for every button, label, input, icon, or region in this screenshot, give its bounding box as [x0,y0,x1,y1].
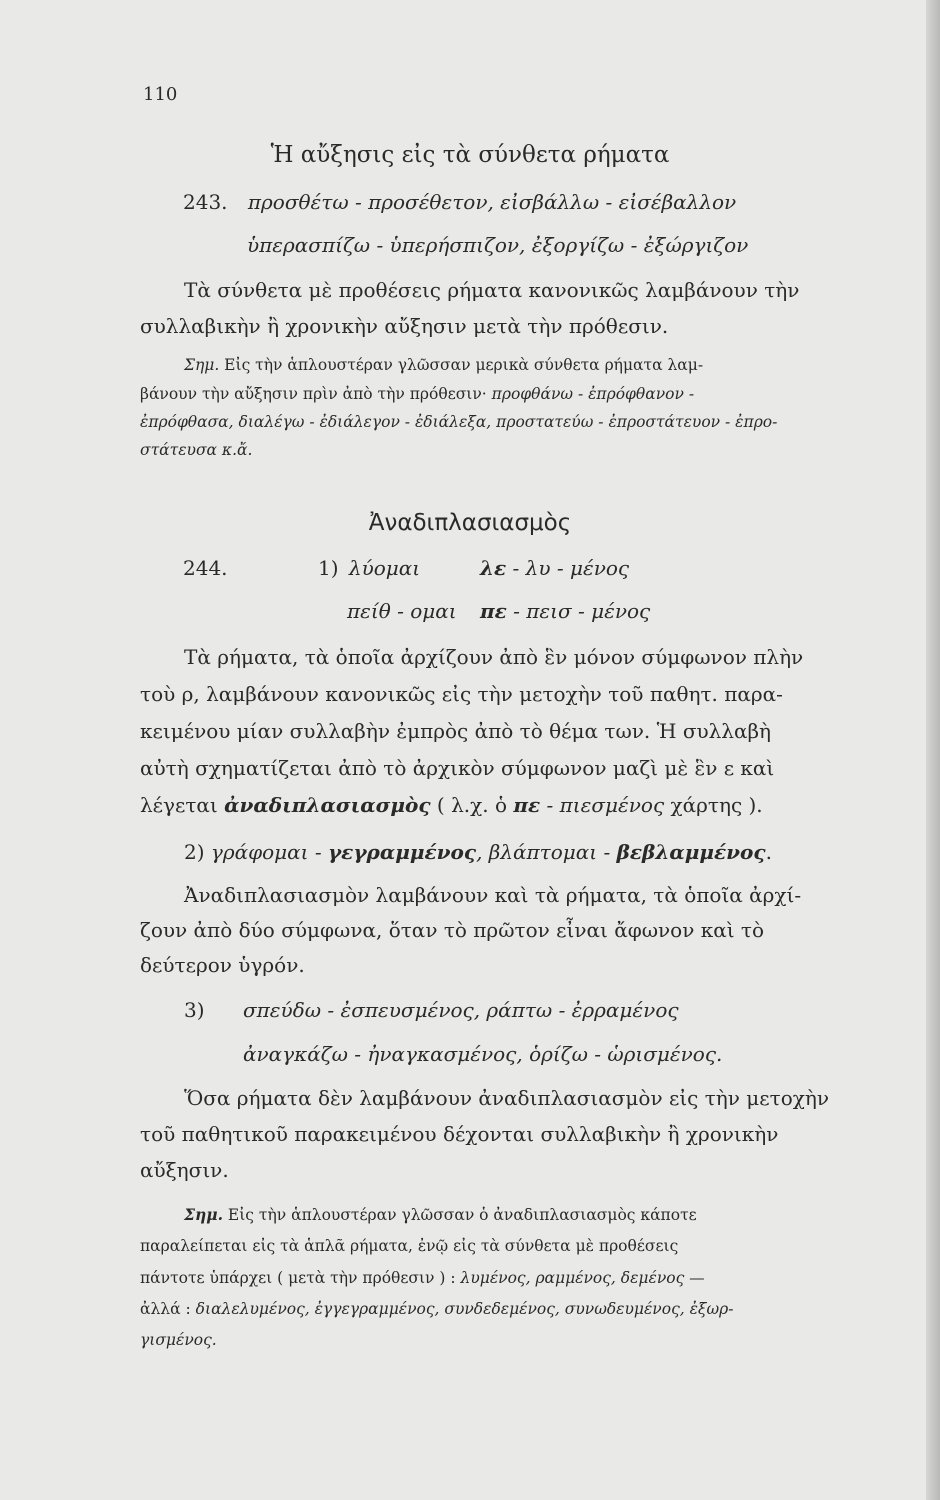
page-number: 110 [143,84,178,105]
example-text: προσθέτω - προσέθετον, εἰσβάλλω - εἰσέβαλλον [247,190,737,214]
example-3-number: 3) [184,998,205,1022]
example-form: - πιεσμένος [540,793,665,817]
reduplication-prefix: λε [480,556,507,580]
note-line [184,356,703,374]
example-1b-verb: πείθ - ομαι [347,599,457,623]
note-line: στάτευσα κ.ἄ. [140,441,253,459]
example-verb: γράφομαι - [204,840,328,864]
section-title-reduplication: Ἀναδιπλασιασμὸς [368,510,572,536]
rule-line: Τὰ σύνθετα μὲ προθέσεις ρήματα κανονικῶς λαμβάνουν τὴν [184,278,800,302]
body-text: λέγεται [140,793,225,817]
example-1-label [318,556,420,580]
punctuation: . [765,840,772,864]
example-3-line: ἀναγκάζω - ἠναγκασμένος, ὁρίζω - ὡρισμένος. [243,1042,723,1066]
body-line: Τὰ ρήματα, τὰ ὁποῖα ἀρχίζουν ἀπὸ ἓν μόνον σύμφωνον πλὴν [184,645,804,669]
example-number: 1) [318,556,339,580]
note-line [184,1205,697,1224]
paragraph-243-examples-2: ὑπερασπίζω - ὑπερήσπιζον, ἐξοργίζω - ἐξώργιζον [247,233,749,257]
note-example: διαλελυμένος, ἐγγεγραμμένος, συνδεδεμένος, συνωδευμένος, ἐξωρ- [195,1300,734,1318]
body-line: τοῦ παθητικοῦ παρακειμένου δέχονται συλλαβικὴν ἢ χρονικὴν [140,1122,779,1146]
participle-form: - πεισ - μένος [506,599,651,623]
participle-form: - λυ - μένος [506,556,630,580]
note-line: γισμένος. [140,1331,217,1349]
body-line: Ἀναδιπλασιασμὸν λαμβάνουν καὶ τὰ ρήματα, τὰ ὁποῖα ἀρχί- [184,883,802,907]
note-example: προφθάνω - ἐπρόφθανον - [486,385,695,403]
note-line [140,1300,733,1318]
example-verb: λύομαι [348,556,421,580]
body-text: ( λ.χ. ὁ [430,793,514,817]
reduplication-prefix: πε [513,793,541,817]
note-label: Σημ. [184,356,220,374]
example-verb: , βλάπτομαι - [476,840,617,864]
paragraph-number: 243. [183,190,228,214]
note-text: ἀλλά : [140,1300,196,1318]
example-participle: γεγραμμένος [327,840,477,864]
section-title-augment: Ἡ αὔξησις εἰς τὰ σύνθετα ρήματα [270,142,670,168]
body-line: τοὺ ρ, λαμβάνουν κανονικῶς εἰς τὴν μετοχὴν τοῦ παθητ. παρα- [140,682,783,706]
body-line: ζουν ἀπὸ δύο σύμφωνα, ὅταν τὸ πρῶτον εἶναι ἄφωνον καὶ τὸ [140,918,765,942]
note-example: λυμένος, ραμμένος, δεμένος — [460,1269,705,1287]
note-text: Εἰς τὴν ἁπλουστέραν γλῶσσαν ὁ ἀναδιπλασιασμὸς κάποτε [222,1206,697,1224]
note-text: Εἰς τὴν ἁπλουστέραν γλῶσσαν μερικὰ σύνθετα ρήματα λαμ- [219,356,704,374]
rule-line: συλλαβικὴν ἢ χρονικὴν αὔξησιν μετὰ τὴν πρόθεσιν. [140,314,669,338]
note-text: βάνουν τὴν αὔξησιν πρὶν ἀπὸ τὴν πρόθεσιν· [140,385,487,403]
paragraph-244-number: 244. [183,556,228,580]
paragraph-243-examples-1 [183,190,736,214]
body-line: δεύτερον ὑγρόν. [140,953,305,977]
note-text: πάντοτε ὑπάρχει ( μετὰ τὴν πρόθεσιν ) : [140,1269,461,1287]
example-participle: βεβλαμμένος [616,840,766,864]
note-line: παραλείπεται εἰς τὰ ἁπλᾶ ρήματα, ἐνῷ εἰς τὰ σύνθετα μὲ προθέσεις [140,1237,679,1255]
key-term: ἀναδιπλασιασμὸς [224,793,431,817]
page-edge-shadow [926,0,940,1500]
note-line [140,385,694,403]
example-2-line [184,840,772,864]
example-3-line: σπεύδω - ἐσπευσμένος, ράπτω - ἐρραμένος [243,998,679,1022]
body-line: αὐτὴ σχηματίζεται ἀπὸ τὸ ἀρχικὸν σύμφωνον μαζὶ μὲ ἓν ε καὶ [140,756,775,780]
note-line: ἐπρόφθασα, διαλέγω - ἐδιάλεγον - ἐδιάλεξα, προστατεύω - ἐπροστάτευον - ἐπρο- [140,413,778,431]
example-1b-participle [480,599,650,623]
example-1-participle [480,556,629,580]
reduplication-prefix: πε [480,599,507,623]
body-line: Ὅσα ρήματα δὲν λαμβάνουν ἀναδιπλασιασμὸν εἰς τὴν μετοχὴν [184,1086,830,1110]
body-line: αὔξησιν. [140,1158,229,1182]
note-label: Σημ. [184,1205,223,1224]
note-line [140,1269,705,1287]
example-number: 2) [184,840,205,864]
body-line [140,793,763,817]
body-text: χάρτης ). [664,793,763,817]
body-line: κειμένου μίαν συλλαβὴν ἐμπρὸς ἀπὸ τὸ θέμα των. Ἡ συλλαβὴ [140,719,772,743]
